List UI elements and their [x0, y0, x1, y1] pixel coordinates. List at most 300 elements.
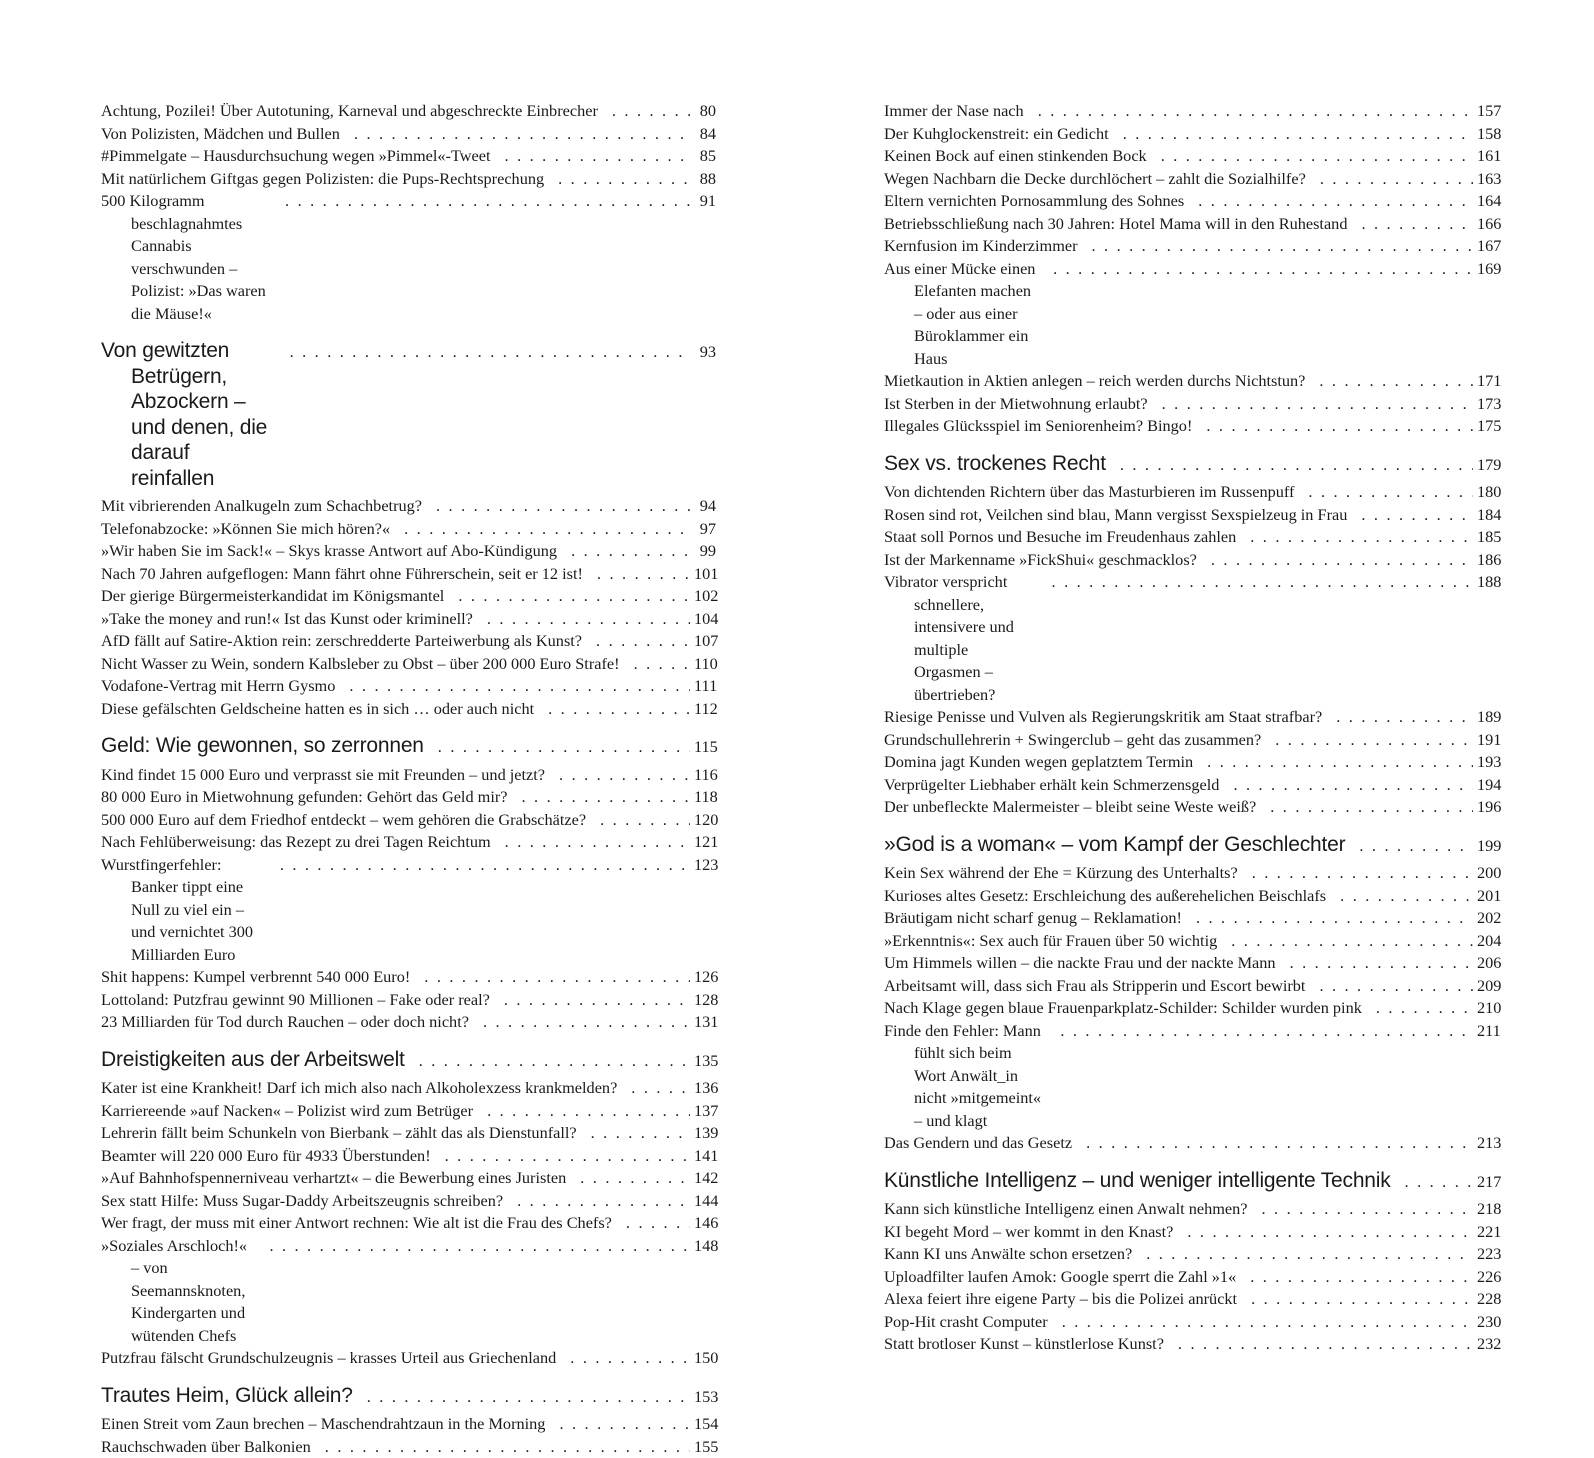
entry-title: Aus einer Mücke einen Elefanten machen – oder aus einer Büroklammer ein Haus — [884, 258, 1039, 371]
toc-entry-lehrerin-fallt-beim-schunkeln-von-bierba — [101, 1122, 716, 1145]
toc-entry-wir-haben-sie-im-sack-skys-krasse-antwor — [101, 540, 716, 563]
dot-leader — [1290, 952, 1473, 975]
page-number: 146 — [694, 1212, 716, 1235]
page-number: 221 — [1477, 1221, 1499, 1244]
dot-leader — [558, 168, 690, 191]
entry-title: Kein Sex während der Ehe = Kürzung des Unterhalts? — [884, 862, 1238, 885]
dot-leader — [591, 1122, 690, 1145]
chapter-title: »God is a woman« – vom Kampf der Geschlechter — [884, 832, 1345, 858]
toc-entry-nach-70-jahren-aufgeflogen-mann-fahrt-oh — [101, 563, 716, 586]
dot-leader — [559, 764, 690, 787]
page-number: 186 — [1477, 549, 1499, 572]
dot-leader — [1320, 168, 1473, 191]
page-number: 137 — [694, 1100, 716, 1123]
dot-leader — [1250, 526, 1473, 549]
page-number: 218 — [1477, 1198, 1499, 1221]
toc-entry-nach-klage-gegen-blaue-frauenparkplatz-s — [884, 997, 1499, 1020]
dot-leader — [1206, 415, 1473, 438]
page-number: 175 — [1477, 415, 1499, 438]
page-number: 104 — [694, 608, 716, 631]
toc-entry-telefonabzocke-konnen-sie-mich-horen — [101, 518, 716, 541]
entry-title: Von dichtenden Richtern über das Masturbieren im Russenpuff — [884, 481, 1294, 504]
page-number: 142 — [694, 1167, 716, 1190]
chapter-title: Trautes Heim, Glück allein? — [101, 1383, 353, 1409]
dot-leader — [517, 1190, 690, 1213]
toc-entry-domina-jagt-kunden-wegen-geplatztem-term — [884, 751, 1499, 774]
toc-entry-lottoland-putzfrau-gewinnt-90-millionen- — [101, 989, 716, 1012]
chapter-heading-geld-wie-gewonnen-so-zerronnen — [101, 733, 716, 760]
toc-entry-wurstfingerfehler-banker-tippt-eine-null — [101, 854, 716, 967]
entry-title: Karriereende »auf Nacken« – Polizist wird zum Betrüger — [101, 1100, 473, 1123]
dot-leader — [1123, 123, 1473, 146]
dot-leader — [634, 653, 690, 676]
page-number: 139 — [694, 1122, 716, 1145]
toc-entry-putzfrau-falscht-grundschulzeugnis-krass — [101, 1347, 716, 1370]
page-number: 171 — [1477, 370, 1499, 393]
toc-entry-eltern-vernichten-pornosammlung-des-sohn — [884, 190, 1499, 213]
page-number: 93 — [694, 339, 716, 365]
entry-title: 500 000 Euro auf dem Friedhof entdeckt – wem gehören die Grabschätze? — [101, 809, 586, 832]
dot-leader — [1211, 549, 1473, 572]
dot-leader — [1062, 1311, 1473, 1334]
page-number: 213 — [1477, 1132, 1499, 1155]
entry-title: »Take the money and run!« Ist das Kunst oder kriminell? — [101, 608, 473, 631]
dot-leader — [280, 854, 690, 877]
entry-title: Mietkaution in Aktien anlegen – reich werden durchs Nichtstun? — [884, 370, 1305, 393]
page-number: 144 — [694, 1190, 716, 1213]
dot-leader — [1162, 393, 1473, 416]
page-number: 223 — [1477, 1243, 1499, 1266]
page-number: 99 — [694, 540, 716, 563]
entry-title: Wer fragt, der muss mit einer Antwort rechnen: Wie alt ist die Frau des Chefs? — [101, 1212, 612, 1235]
toc-entry-sex-statt-hilfe-muss-sugar-daddy-arbeits — [101, 1190, 716, 1213]
toc-entry-ist-sterben-in-der-mietwohnung-erlaubt — [884, 393, 1499, 416]
page-number: 85 — [694, 145, 716, 168]
page-number: 226 — [1477, 1266, 1499, 1289]
toc-entry-alexa-feiert-ihre-eigene-party-bis-die-p — [884, 1288, 1499, 1311]
entry-title: »Soziales Arschloch!« – von Seemannsknoten, Kindergarten und wütenden Chefs — [101, 1235, 255, 1348]
toc-entry-500-000-euro-auf-dem-friedhof-entdeckt-w — [101, 809, 716, 832]
page-number: 116 — [694, 764, 716, 787]
page-number: 179 — [1477, 452, 1499, 478]
dot-leader — [505, 831, 690, 854]
page-number: 150 — [694, 1347, 716, 1370]
page-number: 126 — [694, 966, 716, 989]
dot-leader — [1086, 1132, 1473, 1155]
toc-entry-immer-der-nase-nach — [884, 100, 1499, 123]
page-number: 166 — [1477, 213, 1499, 236]
entry-title: Nach Fehlüberweisung: das Rezept zu drei Tagen Reichtum — [101, 831, 491, 854]
dot-leader — [1120, 452, 1473, 478]
page-number: 191 — [1477, 729, 1499, 752]
page-number: 184 — [1477, 504, 1499, 527]
dot-leader — [436, 495, 690, 518]
dot-leader — [1270, 796, 1473, 819]
toc-entry-take-the-money-and-run-ist-das-kunst-ode — [101, 608, 716, 631]
toc-entry-kater-ist-eine-krankheit-darf-ich-mich-a — [101, 1077, 716, 1100]
entry-title: Kann KI uns Anwälte schon ersetzen? — [884, 1243, 1132, 1266]
dot-leader — [1319, 975, 1473, 998]
toc-entry-rauchschwaden-uber-balkonien — [101, 1436, 716, 1458]
entry-title: Kurioses altes Gesetz: Erschleichung des außerehelichen Beischlafs — [884, 885, 1326, 908]
page-number: 128 — [694, 989, 716, 1012]
dot-leader — [1161, 145, 1473, 168]
toc-entry-mit-vibrierenden-analkugeln-zum-schachbe — [101, 495, 716, 518]
entry-title: Das Gendern und das Gesetz — [884, 1132, 1072, 1155]
dot-leader — [404, 518, 690, 541]
page-number: 180 — [1477, 481, 1499, 504]
dot-leader — [631, 1077, 690, 1100]
entry-title: 500 Kilogramm beschlagnahmtes Cannabis verschwunden – Polizist: »Das waren die Mäuse!« — [101, 190, 271, 325]
entry-title: 23 Milliarden für Tod durch Rauchen – oder doch nicht? — [101, 1011, 469, 1034]
toc-entry-80-000-euro-in-mietwohnung-gefunden-geho — [101, 786, 716, 809]
dot-leader — [285, 190, 690, 213]
entry-title: Statt brotloser Kunst – künstlerlose Kunst? — [884, 1333, 1164, 1356]
toc-entry-vodafone-vertrag-mit-herrn-gysmo — [101, 675, 716, 698]
entry-title: Einen Streit vom Zaun brechen – Maschendrahtzaun in the Morning — [101, 1413, 545, 1436]
toc-entry-kurioses-altes-gesetz-erschleichung-des- — [884, 885, 1499, 908]
page-number: 210 — [1477, 997, 1499, 1020]
dot-leader — [458, 585, 690, 608]
dot-leader — [1336, 706, 1473, 729]
page-number: 101 — [694, 563, 716, 586]
entry-title: Ist der Markenname »FickShui« geschmacklos? — [884, 549, 1197, 572]
toc-entry-karriereende-auf-nacken-polizist-wird-zu — [101, 1100, 716, 1123]
toc-entry-vibrator-verspricht-schnellere-intensive — [884, 571, 1499, 706]
dot-leader — [424, 966, 690, 989]
dot-leader — [483, 1011, 690, 1034]
entry-title: Kernfusion im Kinderzimmer — [884, 235, 1078, 258]
page-number: 97 — [694, 518, 716, 541]
entry-title: Achtung, Pozilei! Über Autotuning, Karneval und abgeschreckte Einbrecher — [101, 100, 598, 123]
dot-leader — [580, 1167, 690, 1190]
dot-leader — [1405, 1169, 1473, 1195]
entry-title: Putzfrau fälscht Grundschulzeugnis – krasses Urteil aus Griechenland — [101, 1347, 556, 1370]
page-number: 157 — [1477, 100, 1499, 123]
dot-leader — [548, 698, 690, 721]
entry-title: KI begeht Mord – wer kommt in den Knast? — [884, 1221, 1173, 1244]
page-number: 141 — [694, 1145, 716, 1168]
page-number: 211 — [1477, 1020, 1499, 1043]
page-number: 228 — [1477, 1288, 1499, 1311]
dot-leader — [349, 675, 690, 698]
chapter-heading-dreistigkeiten-aus-der-arbeitswelt — [101, 1047, 716, 1074]
toc-entry-von-dichtenden-richtern-uber-das-masturb — [884, 481, 1499, 504]
entry-title: Ist Sterben in der Mietwohnung erlaubt? — [884, 393, 1148, 416]
page-number: 230 — [1477, 1311, 1499, 1334]
page-number: 153 — [694, 1384, 716, 1410]
page-number: 136 — [694, 1077, 716, 1100]
chapter-title: Von gewitzten Betrügern, Abzockern – und denen, die darauf reinfallen — [101, 338, 276, 491]
toc-entry-pop-hit-crasht-computer — [884, 1311, 1499, 1334]
page-number: 194 — [1477, 774, 1499, 797]
toc-entry-brautigam-nicht-scharf-genug-reklamation — [884, 907, 1499, 930]
page-number: 102 — [694, 585, 716, 608]
dot-leader — [522, 786, 691, 809]
page-number: 189 — [1477, 706, 1499, 729]
page-number: 135 — [694, 1048, 716, 1074]
entry-title: Wurstfingerfehler: Banker tippt eine Null zu viel ein – und vernichtet 300 Milliarden Euro — [101, 854, 266, 967]
entry-title: »Auf Bahnhofspennerniveau verhartzt« – die Bewerbung eines Juristen — [101, 1167, 566, 1190]
entry-title: Der Kuhglockenstreit: ein Gedicht — [884, 123, 1109, 146]
dot-leader — [626, 1212, 690, 1235]
page-number: 217 — [1477, 1169, 1499, 1195]
dot-leader — [1231, 930, 1473, 953]
chapter-heading-kunstliche-intelligenz-und-weniger-intel — [884, 1168, 1499, 1195]
toc-entry-grundschullehrerin-swingerclub-geht-das- — [884, 729, 1499, 752]
page-number: 188 — [1477, 571, 1499, 594]
dot-leader — [1038, 100, 1473, 123]
entry-title: Diese gefälschten Geldscheine hatten es in sich … oder auch nicht — [101, 698, 534, 721]
toc-entry-ist-der-markenname-fickshui-geschmacklos — [884, 549, 1499, 572]
page-number: 118 — [694, 786, 716, 809]
entry-title: Grundschullehrerin + Swingerclub – geht das zusammen? — [884, 729, 1261, 752]
page-number: 199 — [1477, 833, 1499, 859]
toc-entry-kein-sex-wahrend-der-ehe-kurzung-des-unt — [884, 862, 1499, 885]
toc-entry-staat-soll-pornos-und-besuche-im-freuden — [884, 526, 1499, 549]
entry-title: Illegales Glücksspiel im Seniorenheim? Bingo! — [884, 415, 1192, 438]
page-number: 91 — [694, 190, 716, 213]
entry-title: AfD fällt auf Satire-Aktion rein: zerschredderte Parteiwerbung als Kunst? — [101, 630, 582, 653]
toc-entry-uploadfilter-laufen-amok-google-sperrt-d — [884, 1266, 1499, 1289]
toc-entry-afd-fallt-auf-satire-aktion-rein-zerschr — [101, 630, 716, 653]
toc-entry-illegales-glucksspiel-im-seniorenheim-bi — [884, 415, 1499, 438]
page-number: 80 — [694, 100, 716, 123]
page-number: 196 — [1477, 796, 1499, 819]
page-number: 110 — [694, 653, 716, 676]
toc-entry-kann-sich-kunstliche-intelligenz-einen-a — [884, 1198, 1499, 1221]
dot-leader — [1178, 1333, 1473, 1356]
dot-leader — [1252, 862, 1473, 885]
page-number: 201 — [1477, 885, 1499, 908]
page-number: 123 — [694, 854, 716, 877]
dot-leader — [1359, 833, 1473, 859]
dot-leader — [600, 809, 690, 832]
page-number: 202 — [1477, 907, 1499, 930]
toc-entry-statt-brotloser-kunst-kunstlerlose-kunst — [884, 1333, 1499, 1356]
page-number: 107 — [694, 630, 716, 653]
page-number: 131 — [694, 1011, 716, 1034]
entry-title: Betriebsschließung nach 30 Jahren: Hotel Mama will in den Ruhestand — [884, 213, 1347, 236]
entry-title: Keinen Bock auf einen stinkenden Bock — [884, 145, 1147, 168]
entry-title: Immer der Nase nach — [884, 100, 1024, 123]
entry-title: Bräutigam nicht scharf genug – Reklamation! — [884, 907, 1182, 930]
chapter-heading-sex-vs-trockenes-recht — [884, 451, 1499, 478]
dot-leader — [597, 563, 690, 586]
toc-entry-rosen-sind-rot-veilchen-sind-blau-mann-v — [884, 504, 1499, 527]
dot-leader — [1262, 1198, 1473, 1221]
dot-leader — [487, 608, 690, 631]
dot-leader — [1053, 258, 1473, 281]
page-number: 154 — [694, 1413, 716, 1436]
entry-title: 80 000 Euro in Mietwohnung gefunden: Gehört das Geld mir? — [101, 786, 508, 809]
entry-title: Finde den Fehler: Mann fühlt sich beim Wort Anwält_in nicht »mitgemeint« – und klagt — [884, 1020, 1046, 1133]
toc-entry-23-milliarden-fur-tod-durch-rauchen-oder — [101, 1011, 716, 1034]
entry-title: Shit happens: Kumpel verbrennt 540 000 Euro! — [101, 966, 410, 989]
toc-entry-der-kuhglockenstreit-ein-gedicht — [884, 123, 1499, 146]
toc-entry-der-gierige-burgermeisterkandidat-im-kon — [101, 585, 716, 608]
right-page-toc — [884, 100, 1499, 1356]
entry-title: Domina jagt Kunden wegen geplatztem Termin — [884, 751, 1193, 774]
toc-entry-der-unbefleckte-malermeister-bleibt-sein — [884, 796, 1499, 819]
toc-entry-verprugelter-liebhaber-erhalt-kein-schme — [884, 774, 1499, 797]
entry-title: Lehrerin fällt beim Schunkeln von Bierbank – zählt das als Dienstunfall? — [101, 1122, 577, 1145]
page-number: 232 — [1477, 1333, 1499, 1356]
toc-entry-nicht-wasser-zu-wein-sondern-kalbsleber- — [101, 653, 716, 676]
entry-title: Verprügelter Liebhaber erhält kein Schmerzensgeld — [884, 774, 1219, 797]
dot-leader — [419, 1048, 690, 1074]
page-number: 120 — [694, 809, 716, 832]
entry-title: »Wir haben Sie im Sack!« – Skys krasse Antwort auf Abo-Kündigung — [101, 540, 557, 563]
entry-title: Kann sich künstliche Intelligenz einen Anwalt nehmen? — [884, 1198, 1248, 1221]
toc-entry-finde-den-fehler-mann-fuhlt-sich-beim-wo — [884, 1020, 1499, 1133]
dot-leader — [1340, 885, 1473, 908]
page-number: 185 — [1477, 526, 1499, 549]
entry-title: Lottoland: Putzfrau gewinnt 90 Millionen – Fake oder real? — [101, 989, 490, 1012]
entry-title: Nach 70 Jahren aufgeflogen: Mann fährt ohne Führerschein, seit er 12 ist! — [101, 563, 583, 586]
toc-entry-wer-fragt-der-muss-mit-einer-antwort-rec — [101, 1212, 716, 1235]
entry-title: Rosen sind rot, Veilchen sind blau, Mann vergisst Sexspielzeug in Frau — [884, 504, 1347, 527]
dot-leader — [570, 1347, 690, 1370]
chapter-title: Künstliche Intelligenz – und weniger intelligente Technik — [884, 1168, 1391, 1194]
dot-leader — [596, 630, 690, 653]
toc-entry-keinen-bock-auf-einen-stinkenden-bock — [884, 145, 1499, 168]
toc-entry-achtung-pozilei-uber-autotuning-karneval — [101, 100, 716, 123]
toc-entry-nach-fehluberweisung-das-rezept-zu-drei- — [101, 831, 716, 854]
dot-leader — [571, 540, 690, 563]
toc-entry-erkenntnis-sex-auch-fur-frauen-uber-50-w — [884, 930, 1499, 953]
entry-title: Um Himmels willen – die nackte Frau und der nackte Mann — [884, 952, 1276, 975]
dot-leader — [269, 1235, 690, 1258]
dot-leader — [1319, 370, 1473, 393]
toc-entry-diese-gefalschten-geldscheine-hatten-es- — [101, 698, 716, 721]
dot-leader — [1198, 190, 1473, 213]
page-number: 167 — [1477, 235, 1499, 258]
page-number: 112 — [694, 698, 716, 721]
page-number: 111 — [694, 675, 716, 698]
toc-entry-shit-happens-kumpel-verbrennt-540-000-eu — [101, 966, 716, 989]
page-number: 121 — [694, 831, 716, 854]
dot-leader — [1376, 997, 1473, 1020]
toc-entry-mit-naturlichem-giftgas-gegen-polizisten — [101, 168, 716, 191]
toc-entry-pimmelgate-hausdurchsuchung-wegen-pimmel — [101, 145, 716, 168]
entry-title: Pop-Hit crasht Computer — [884, 1311, 1048, 1334]
toc-entry-beamter-will-220-000-euro-fur-4933-ubers — [101, 1145, 716, 1168]
entry-title: Vibrator verspricht schnellere, intensivere und multiple Orgasmen – übertrieben? — [884, 571, 1038, 706]
page-number: 94 — [694, 495, 716, 518]
entry-title: #Pimmelgate – Hausdurchsuchung wegen »Pimmel«-Tweet — [101, 145, 491, 168]
page-number: 155 — [694, 1436, 716, 1458]
toc-entry-betriebsschliessung-nach-30-jahren-hotel — [884, 213, 1499, 236]
chapter-title: Dreistigkeiten aus der Arbeitswelt — [101, 1047, 405, 1073]
dot-leader — [1060, 1020, 1473, 1043]
toc-entry-soziales-arschloch-von-seemannsknoten-ki — [101, 1235, 716, 1348]
toc-entry-kernfusion-im-kinderzimmer — [884, 235, 1499, 258]
toc-entry-um-himmels-willen-die-nackte-frau-und-de — [884, 952, 1499, 975]
dot-leader — [487, 1100, 690, 1123]
dot-leader — [1275, 729, 1473, 752]
dot-leader — [1361, 213, 1473, 236]
entry-title: Nach Klage gegen blaue Frauenparkplatz-Schilder: Schilder wurden pink — [884, 997, 1362, 1020]
page-number: 88 — [694, 168, 716, 191]
page-number: 193 — [1477, 751, 1499, 774]
toc-entry-kind-findet-15-000-euro-und-verprasst-si — [101, 764, 716, 787]
entry-title: Wegen Nachbarn die Decke durchlöchert – zahlt die Sozialhilfe? — [884, 168, 1306, 191]
dot-leader — [438, 734, 690, 760]
entry-title: Von Polizisten, Mädchen und Bullen — [101, 123, 340, 146]
dot-leader — [290, 339, 690, 365]
entry-title: Staat soll Pornos und Besuche im Freudenhaus zahlen — [884, 526, 1236, 549]
entry-title: Kind findet 15 000 Euro und verprasst sie mit Freunden – und jetzt? — [101, 764, 545, 787]
chapter-heading-von-gewitzten-betrugern-abzockern-und-de — [101, 338, 716, 491]
page-number: 164 — [1477, 190, 1499, 213]
entry-title: Vodafone-Vertrag mit Herrn Gysmo — [101, 675, 335, 698]
dot-leader — [505, 145, 690, 168]
dot-leader — [1308, 481, 1473, 504]
chapter-title: Geld: Wie gewonnen, so zerronnen — [101, 733, 424, 759]
entry-title: Riesige Penisse und Vulven als Regierungskritik am Staat strafbar? — [884, 706, 1322, 729]
toc-entry-kann-ki-uns-anwalte-schon-ersetzen — [884, 1243, 1499, 1266]
page-number: 115 — [694, 734, 716, 760]
dot-leader — [1233, 774, 1473, 797]
entry-title: Sex statt Hilfe: Muss Sugar-Daddy Arbeitszeugnis schreiben? — [101, 1190, 503, 1213]
entry-title: Mit vibrierenden Analkugeln zum Schachbetrug? — [101, 495, 422, 518]
page-number: 204 — [1477, 930, 1499, 953]
dot-leader — [1207, 751, 1473, 774]
entry-title: Alexa feiert ihre eigene Party – bis die Polizei anrückt — [884, 1288, 1237, 1311]
toc-entry-wegen-nachbarn-die-decke-durchlochert-za — [884, 168, 1499, 191]
entry-title: »Erkenntnis«: Sex auch für Frauen über 50 wichtig — [884, 930, 1217, 953]
toc-entry-von-polizisten-madchen-und-bullen — [101, 123, 716, 146]
page-number: 163 — [1477, 168, 1499, 191]
toc-entry-einen-streit-vom-zaun-brechen-maschendra — [101, 1413, 716, 1436]
toc-entry-auf-bahnhofspennerniveau-verhartzt-die-b — [101, 1167, 716, 1190]
dot-leader — [504, 989, 690, 1012]
entry-title: Der gierige Bürgermeisterkandidat im Königsmantel — [101, 585, 444, 608]
entry-title: Rauchschwaden über Balkonien — [101, 1436, 311, 1458]
dot-leader — [1361, 504, 1473, 527]
entry-title: Beamter will 220 000 Euro für 4933 Überstunden! — [101, 1145, 431, 1168]
toc-entry-riesige-penisse-und-vulven-als-regierung — [884, 706, 1499, 729]
page-number: 173 — [1477, 393, 1499, 416]
toc-entry-das-gendern-und-das-gesetz — [884, 1132, 1499, 1155]
dot-leader — [1250, 1266, 1473, 1289]
entry-title: Mit natürlichem Giftgas gegen Polizisten: die Pups-Rechtsprechung — [101, 168, 544, 191]
dot-leader — [367, 1384, 690, 1410]
left-page-toc — [101, 100, 716, 1458]
chapter-title: Sex vs. trockenes Recht — [884, 451, 1106, 477]
page-number: 84 — [694, 123, 716, 146]
page-number: 206 — [1477, 952, 1499, 975]
dot-leader — [1146, 1243, 1473, 1266]
entry-title: Eltern vernichten Pornosammlung des Sohnes — [884, 190, 1184, 213]
entry-title: Nicht Wasser zu Wein, sondern Kalbsleber zu Obst – über 200 000 Euro Strafe! — [101, 653, 620, 676]
chapter-heading-god-is-a-woman-vom-kampf-der-geschlechte — [884, 832, 1499, 859]
page-number: 161 — [1477, 145, 1499, 168]
dot-leader — [325, 1436, 690, 1458]
toc-entry-arbeitsamt-will-dass-sich-frau-als-strip — [884, 975, 1499, 998]
entry-title: Telefonabzocke: »Können Sie mich hören?« — [101, 518, 390, 541]
dot-leader — [354, 123, 690, 146]
page-number: 148 — [694, 1235, 716, 1258]
chapter-heading-trautes-heim-gluck-allein — [101, 1383, 716, 1410]
dot-leader — [559, 1413, 690, 1436]
dot-leader — [1196, 907, 1473, 930]
toc-entry-aus-einer-mucke-einen-elefanten-machen-o — [884, 258, 1499, 371]
toc-entry-500-kilogramm-beschlagnahmtes-cannabis-v — [101, 190, 716, 325]
dot-leader — [1251, 1288, 1473, 1311]
dot-leader — [445, 1145, 690, 1168]
